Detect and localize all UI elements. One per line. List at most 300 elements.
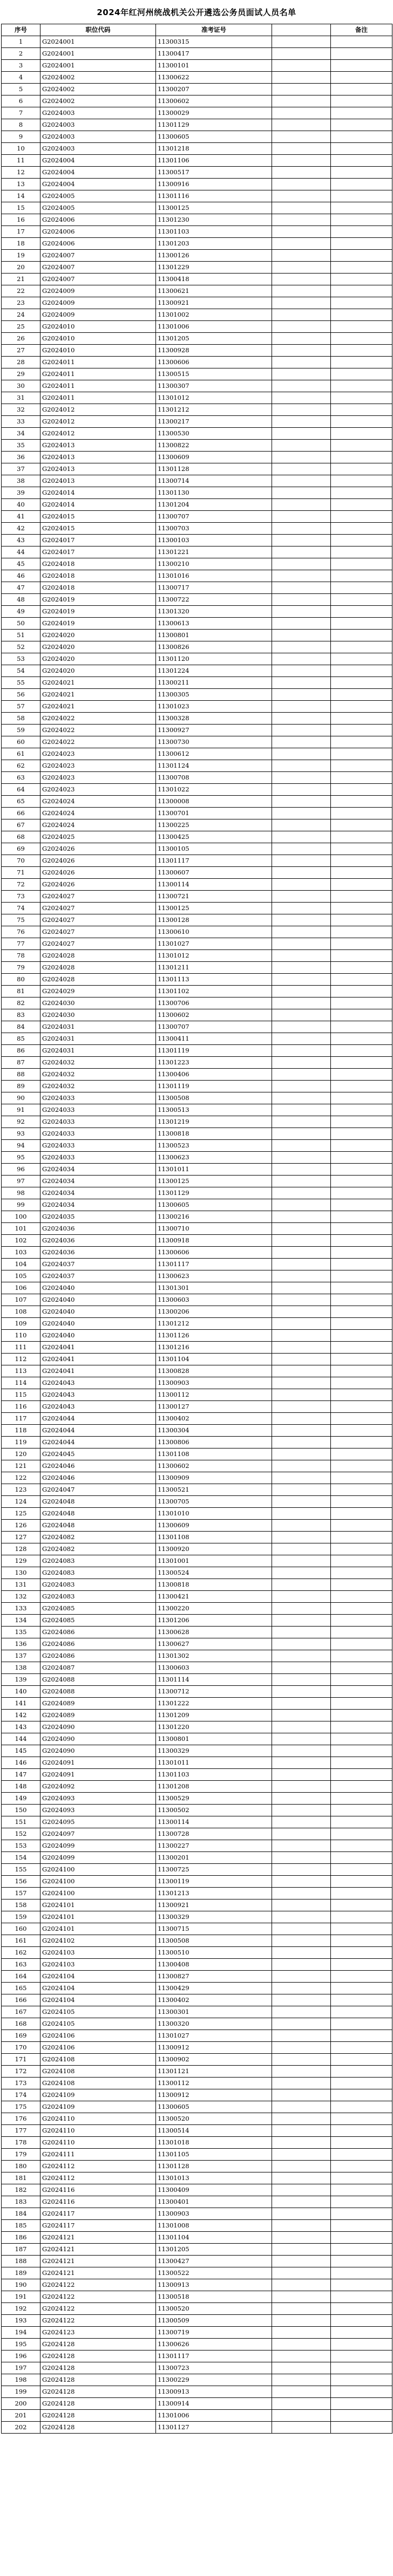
cell-blank bbox=[272, 867, 331, 879]
cell-blank bbox=[272, 1947, 331, 1959]
cell-seq: 49 bbox=[2, 606, 40, 618]
cell-note bbox=[331, 1579, 392, 1591]
cell-blank bbox=[272, 997, 331, 1009]
table-row bbox=[2, 1318, 392, 1330]
cell-seq: 95 bbox=[2, 1152, 40, 1164]
cell-seq: 90 bbox=[2, 1092, 40, 1104]
table-row bbox=[2, 1306, 392, 1318]
cell-blank bbox=[272, 167, 331, 179]
cell-position-code: G2024029 bbox=[40, 986, 156, 997]
cell-note bbox=[331, 997, 392, 1009]
cell-blank bbox=[272, 1627, 331, 1638]
table-row bbox=[2, 1911, 392, 1923]
cell-blank bbox=[272, 2030, 331, 2042]
cell-seq: 185 bbox=[2, 2220, 40, 2232]
cell-blank bbox=[272, 546, 331, 558]
cell-position-code: G2024023 bbox=[40, 748, 156, 760]
cell-exam-number: 11300406 bbox=[156, 1069, 272, 1081]
cell-blank bbox=[272, 1211, 331, 1223]
table-row bbox=[2, 1947, 392, 1959]
cell-note bbox=[331, 1009, 392, 1021]
cell-seq: 123 bbox=[2, 1484, 40, 1496]
cell-blank bbox=[272, 1270, 331, 1282]
cell-position-code: G2024033 bbox=[40, 1140, 156, 1152]
cell-exam-number: 11300710 bbox=[156, 1223, 272, 1235]
cell-position-code: G2024099 bbox=[40, 1840, 156, 1852]
cell-position-code: G2024027 bbox=[40, 914, 156, 926]
table-row bbox=[2, 974, 392, 986]
table-row bbox=[2, 2244, 392, 2256]
cell-exam-number: 11301127 bbox=[156, 2422, 272, 2434]
cell-position-code: G2024007 bbox=[40, 274, 156, 285]
table-row bbox=[2, 297, 392, 309]
cell-blank bbox=[272, 641, 331, 653]
cell-blank bbox=[272, 72, 331, 84]
table-row bbox=[2, 214, 392, 226]
cell-seq: 121 bbox=[2, 1460, 40, 1472]
cell-exam-number: 11300429 bbox=[156, 1983, 272, 1994]
cell-seq: 31 bbox=[2, 392, 40, 404]
cell-blank bbox=[272, 131, 331, 143]
cell-note bbox=[331, 2279, 392, 2291]
cell-note bbox=[331, 1793, 392, 1805]
cell-position-code: G2024108 bbox=[40, 2066, 156, 2078]
table-row bbox=[2, 2315, 392, 2327]
cell-seq: 70 bbox=[2, 855, 40, 867]
table-row bbox=[2, 2042, 392, 2054]
cell-seq: 33 bbox=[2, 416, 40, 428]
cell-blank bbox=[272, 1021, 331, 1033]
table-row bbox=[2, 333, 392, 345]
cell-exam-number: 11300701 bbox=[156, 808, 272, 819]
cell-position-code: G2024117 bbox=[40, 2220, 156, 2232]
cell-position-code: G2024041 bbox=[40, 1365, 156, 1377]
table-row bbox=[2, 155, 392, 167]
cell-blank bbox=[272, 2279, 331, 2291]
table-row bbox=[2, 1579, 392, 1591]
cell-note bbox=[331, 1187, 392, 1199]
table-row bbox=[2, 1899, 392, 1911]
cell-exam-number: 11301001 bbox=[156, 1555, 272, 1567]
table-row bbox=[2, 2291, 392, 2303]
cell-position-code: G2024101 bbox=[40, 1923, 156, 1935]
cell-position-code: G2024027 bbox=[40, 891, 156, 903]
cell-seq: 7 bbox=[2, 107, 40, 119]
cell-exam-number: 11301103 bbox=[156, 1769, 272, 1781]
cell-note bbox=[331, 1745, 392, 1757]
cell-note bbox=[331, 452, 392, 463]
table-row bbox=[2, 1389, 392, 1401]
cell-note bbox=[331, 2066, 392, 2078]
cell-blank bbox=[272, 1033, 331, 1045]
cell-blank bbox=[272, 2232, 331, 2244]
cell-exam-number: 11300417 bbox=[156, 48, 272, 60]
cell-blank bbox=[272, 475, 331, 487]
table-row bbox=[2, 511, 392, 523]
cell-seq: 194 bbox=[2, 2327, 40, 2339]
cell-note bbox=[331, 2339, 392, 2350]
cell-seq: 73 bbox=[2, 891, 40, 903]
cell-note bbox=[331, 1662, 392, 1674]
cell-position-code: G2024110 bbox=[40, 2125, 156, 2137]
table-row bbox=[2, 72, 392, 84]
cell-exam-number: 11300912 bbox=[156, 2089, 272, 2101]
cell-note bbox=[331, 1543, 392, 1555]
cell-blank bbox=[272, 1781, 331, 1793]
cell-note bbox=[331, 333, 392, 345]
cell-position-code: G2024040 bbox=[40, 1318, 156, 1330]
table-row bbox=[2, 2232, 392, 2244]
cell-blank bbox=[272, 1603, 331, 1615]
cell-blank bbox=[272, 891, 331, 903]
cell-exam-number: 11301117 bbox=[156, 2350, 272, 2362]
cell-blank bbox=[272, 1769, 331, 1781]
cell-note bbox=[331, 107, 392, 119]
table-row bbox=[2, 131, 392, 143]
cell-seq: 40 bbox=[2, 499, 40, 511]
cell-position-code: G2024032 bbox=[40, 1069, 156, 1081]
cell-exam-number: 11301011 bbox=[156, 1164, 272, 1176]
table-row bbox=[2, 772, 392, 784]
cell-seq: 5 bbox=[2, 84, 40, 95]
table-row bbox=[2, 2054, 392, 2066]
cell-seq: 53 bbox=[2, 653, 40, 665]
cell-note bbox=[331, 1484, 392, 1496]
cell-exam-number: 11300913 bbox=[156, 2386, 272, 2398]
cell-seq: 57 bbox=[2, 701, 40, 713]
cell-seq: 79 bbox=[2, 962, 40, 974]
cell-blank bbox=[272, 974, 331, 986]
cell-seq: 42 bbox=[2, 523, 40, 535]
cell-note bbox=[331, 1152, 392, 1164]
cell-seq: 133 bbox=[2, 1603, 40, 1615]
cell-position-code: G2024019 bbox=[40, 618, 156, 630]
cell-seq: 99 bbox=[2, 1199, 40, 1211]
cell-blank bbox=[272, 1638, 331, 1650]
cell-seq: 84 bbox=[2, 1021, 40, 1033]
cell-position-code: G2024019 bbox=[40, 594, 156, 606]
cell-blank bbox=[272, 1294, 331, 1306]
table-row bbox=[2, 2137, 392, 2149]
table-row bbox=[2, 274, 392, 285]
table-row bbox=[2, 1116, 392, 1128]
cell-exam-number: 11300605 bbox=[156, 1199, 272, 1211]
cell-position-code: G2024088 bbox=[40, 1686, 156, 1698]
cell-note bbox=[331, 725, 392, 736]
cell-note bbox=[331, 1069, 392, 1081]
cell-blank bbox=[272, 938, 331, 950]
cell-blank bbox=[272, 1448, 331, 1460]
cell-seq: 118 bbox=[2, 1425, 40, 1437]
cell-exam-number: 11301027 bbox=[156, 938, 272, 950]
cell-exam-number: 11300112 bbox=[156, 2078, 272, 2089]
cell-exam-number: 11300127 bbox=[156, 1401, 272, 1413]
cell-position-code: G2024122 bbox=[40, 2291, 156, 2303]
cell-position-code: G2024082 bbox=[40, 1532, 156, 1543]
cell-position-code: G2024030 bbox=[40, 1009, 156, 1021]
cell-position-code: G2024122 bbox=[40, 2303, 156, 2315]
cell-exam-number: 11301108 bbox=[156, 1532, 272, 1543]
cell-seq: 20 bbox=[2, 262, 40, 274]
cell-blank bbox=[272, 2291, 331, 2303]
table-row bbox=[2, 440, 392, 452]
cell-position-code: G2024030 bbox=[40, 997, 156, 1009]
cell-note bbox=[331, 1259, 392, 1270]
table-row bbox=[2, 938, 392, 950]
cell-exam-number: 11300613 bbox=[156, 618, 272, 630]
table-row bbox=[2, 107, 392, 119]
cell-exam-number: 11300603 bbox=[156, 1294, 272, 1306]
cell-seq: 104 bbox=[2, 1259, 40, 1270]
table-row bbox=[2, 95, 392, 107]
cell-blank bbox=[272, 2078, 331, 2089]
cell-blank bbox=[272, 1864, 331, 1876]
cell-exam-number: 11301114 bbox=[156, 1674, 272, 1686]
cell-seq: 102 bbox=[2, 1235, 40, 1247]
cell-note bbox=[331, 1520, 392, 1532]
cell-note bbox=[331, 250, 392, 262]
table-row bbox=[2, 1769, 392, 1781]
cell-note bbox=[331, 1128, 392, 1140]
table-row bbox=[2, 1745, 392, 1757]
table-row bbox=[2, 1816, 392, 1828]
cell-seq: 169 bbox=[2, 2030, 40, 2042]
cell-exam-number: 11301027 bbox=[156, 2030, 272, 2042]
cell-note bbox=[331, 202, 392, 214]
cell-seq: 26 bbox=[2, 333, 40, 345]
cell-position-code: G2024121 bbox=[40, 2256, 156, 2267]
cell-seq: 200 bbox=[2, 2398, 40, 2410]
cell-exam-number: 11301204 bbox=[156, 499, 272, 511]
table-row bbox=[2, 1235, 392, 1247]
cell-blank bbox=[272, 630, 331, 641]
table-row bbox=[2, 1650, 392, 1662]
cell-blank bbox=[272, 665, 331, 677]
table-row bbox=[2, 499, 392, 511]
cell-seq: 36 bbox=[2, 452, 40, 463]
table-row bbox=[2, 1828, 392, 1840]
cell-seq: 35 bbox=[2, 440, 40, 452]
cell-position-code: G2024101 bbox=[40, 1911, 156, 1923]
cell-seq: 147 bbox=[2, 1769, 40, 1781]
cell-note bbox=[331, 487, 392, 499]
cell-position-code: G2024106 bbox=[40, 2042, 156, 2054]
cell-note bbox=[331, 1425, 392, 1437]
cell-exam-number: 11300320 bbox=[156, 2018, 272, 2030]
cell-blank bbox=[272, 1081, 331, 1092]
cell-blank bbox=[272, 1876, 331, 1888]
cell-seq: 44 bbox=[2, 546, 40, 558]
cell-note bbox=[331, 1140, 392, 1152]
cell-blank bbox=[272, 1888, 331, 1899]
cell-seq: 139 bbox=[2, 1674, 40, 1686]
table-row bbox=[2, 190, 392, 202]
cell-exam-number: 11300402 bbox=[156, 1994, 272, 2006]
cell-note bbox=[331, 867, 392, 879]
cell-position-code: G2024100 bbox=[40, 1888, 156, 1899]
cell-seq: 97 bbox=[2, 1176, 40, 1187]
cell-position-code: G2024116 bbox=[40, 2196, 156, 2208]
cell-exam-number: 11300721 bbox=[156, 891, 272, 903]
cell-exam-number: 11301016 bbox=[156, 570, 272, 582]
cell-seq: 6 bbox=[2, 95, 40, 107]
table-row bbox=[2, 1959, 392, 1971]
cell-exam-number: 11300206 bbox=[156, 1306, 272, 1318]
cell-seq: 127 bbox=[2, 1532, 40, 1543]
cell-note bbox=[331, 2362, 392, 2374]
table-row bbox=[2, 2220, 392, 2232]
cell-exam-number: 11301012 bbox=[156, 950, 272, 962]
table-row bbox=[2, 819, 392, 831]
cell-blank bbox=[272, 321, 331, 333]
cell-blank bbox=[272, 796, 331, 808]
cell-exam-number: 11300521 bbox=[156, 1484, 272, 1496]
cell-note bbox=[331, 2410, 392, 2422]
table-row bbox=[2, 1223, 392, 1235]
cell-position-code: G2024121 bbox=[40, 2244, 156, 2256]
cell-seq: 48 bbox=[2, 594, 40, 606]
cell-seq: 1 bbox=[2, 36, 40, 48]
cell-note bbox=[331, 1710, 392, 1721]
cell-note bbox=[331, 1947, 392, 1959]
cell-exam-number: 11300806 bbox=[156, 1437, 272, 1448]
cell-position-code: G2024037 bbox=[40, 1259, 156, 1270]
cell-seq: 154 bbox=[2, 1852, 40, 1864]
cell-position-code: G2024046 bbox=[40, 1472, 156, 1484]
cell-exam-number: 11301218 bbox=[156, 143, 272, 155]
table-row bbox=[2, 1983, 392, 1994]
cell-seq: 156 bbox=[2, 1876, 40, 1888]
cell-position-code: G2024036 bbox=[40, 1235, 156, 1247]
cell-position-code: G2024014 bbox=[40, 499, 156, 511]
cell-blank bbox=[272, 1413, 331, 1425]
cell-blank bbox=[272, 1555, 331, 1567]
cell-position-code: G2024013 bbox=[40, 475, 156, 487]
cell-exam-number: 11300725 bbox=[156, 1864, 272, 1876]
cell-position-code: G2024033 bbox=[40, 1116, 156, 1128]
cell-note bbox=[331, 1555, 392, 1567]
cell-seq: 170 bbox=[2, 2042, 40, 2054]
cell-exam-number: 11300605 bbox=[156, 131, 272, 143]
cell-position-code: G2024035 bbox=[40, 1211, 156, 1223]
cell-blank bbox=[272, 392, 331, 404]
cell-note bbox=[331, 523, 392, 535]
cell-blank bbox=[272, 2256, 331, 2267]
cell-note bbox=[331, 1104, 392, 1116]
cell-note bbox=[331, 1876, 392, 1888]
cell-position-code: G2024020 bbox=[40, 665, 156, 677]
cell-blank bbox=[272, 1852, 331, 1864]
cell-note bbox=[331, 1389, 392, 1401]
cell-position-code: G2024011 bbox=[40, 357, 156, 368]
cell-exam-number: 11300818 bbox=[156, 1579, 272, 1591]
cell-exam-number: 11300828 bbox=[156, 1365, 272, 1377]
cell-exam-number: 11300304 bbox=[156, 1425, 272, 1437]
cell-seq: 168 bbox=[2, 2018, 40, 2030]
table-row bbox=[2, 2422, 392, 2434]
cell-note bbox=[331, 1401, 392, 1413]
cell-exam-number: 11300307 bbox=[156, 380, 272, 392]
cell-exam-number: 11301006 bbox=[156, 2410, 272, 2422]
table-row bbox=[2, 2125, 392, 2137]
cell-blank bbox=[272, 1579, 331, 1591]
cell-note bbox=[331, 1199, 392, 1211]
cell-blank bbox=[272, 440, 331, 452]
cell-note bbox=[331, 119, 392, 131]
cell-blank bbox=[272, 119, 331, 131]
cell-position-code: G2024046 bbox=[40, 1460, 156, 1472]
cell-blank bbox=[272, 2220, 331, 2232]
cell-seq: 142 bbox=[2, 1710, 40, 1721]
cell-exam-number: 11300818 bbox=[156, 1128, 272, 1140]
cell-seq: 62 bbox=[2, 760, 40, 772]
table-row bbox=[2, 523, 392, 535]
cell-note bbox=[331, 1828, 392, 1840]
cell-blank bbox=[272, 736, 331, 748]
cell-blank bbox=[272, 487, 331, 499]
cell-note bbox=[331, 1971, 392, 1983]
cell-seq: 106 bbox=[2, 1282, 40, 1294]
table-row bbox=[2, 1793, 392, 1805]
cell-blank bbox=[272, 1923, 331, 1935]
cell-exam-number: 11301128 bbox=[156, 463, 272, 475]
cell-exam-number: 11300502 bbox=[156, 1805, 272, 1816]
cell-note bbox=[331, 950, 392, 962]
cell-exam-number: 11300509 bbox=[156, 2315, 272, 2327]
cell-position-code: G2024033 bbox=[40, 1128, 156, 1140]
cell-exam-number: 11300623 bbox=[156, 1270, 272, 1282]
cell-exam-number: 11300801 bbox=[156, 630, 272, 641]
cell-exam-number: 11300119 bbox=[156, 1876, 272, 1888]
cell-blank bbox=[272, 1793, 331, 1805]
cell-seq: 196 bbox=[2, 2350, 40, 2362]
cell-note bbox=[331, 2220, 392, 2232]
cell-note bbox=[331, 1805, 392, 1816]
cell-seq: 74 bbox=[2, 903, 40, 914]
cell-position-code: G2024105 bbox=[40, 2018, 156, 2030]
cell-exam-number: 11300125 bbox=[156, 903, 272, 914]
cell-exam-number: 11300227 bbox=[156, 1840, 272, 1852]
cell-exam-number: 11301129 bbox=[156, 1187, 272, 1199]
cell-seq: 56 bbox=[2, 689, 40, 701]
cell-position-code: G2024021 bbox=[40, 701, 156, 713]
cell-exam-number: 11300921 bbox=[156, 297, 272, 309]
cell-seq: 23 bbox=[2, 297, 40, 309]
cell-blank bbox=[272, 784, 331, 796]
cell-position-code: G2024003 bbox=[40, 143, 156, 155]
cell-note bbox=[331, 2101, 392, 2113]
cell-blank bbox=[272, 1994, 331, 2006]
cell-seq: 107 bbox=[2, 1294, 40, 1306]
cell-note bbox=[331, 2398, 392, 2410]
cell-note bbox=[331, 2232, 392, 2244]
cell-blank bbox=[272, 879, 331, 891]
cell-exam-number: 11301002 bbox=[156, 309, 272, 321]
cell-position-code: G2024010 bbox=[40, 333, 156, 345]
cell-seq: 4 bbox=[2, 72, 40, 84]
cell-note bbox=[331, 1033, 392, 1045]
cell-exam-number: 11301011 bbox=[156, 1757, 272, 1769]
cell-exam-number: 11300622 bbox=[156, 72, 272, 84]
cell-note bbox=[331, 321, 392, 333]
cell-seq: 63 bbox=[2, 772, 40, 784]
table-row bbox=[2, 487, 392, 499]
cell-note bbox=[331, 1532, 392, 1543]
cell-blank bbox=[272, 463, 331, 475]
cell-note bbox=[331, 345, 392, 357]
cell-blank bbox=[272, 1057, 331, 1069]
cell-blank bbox=[272, 1116, 331, 1128]
